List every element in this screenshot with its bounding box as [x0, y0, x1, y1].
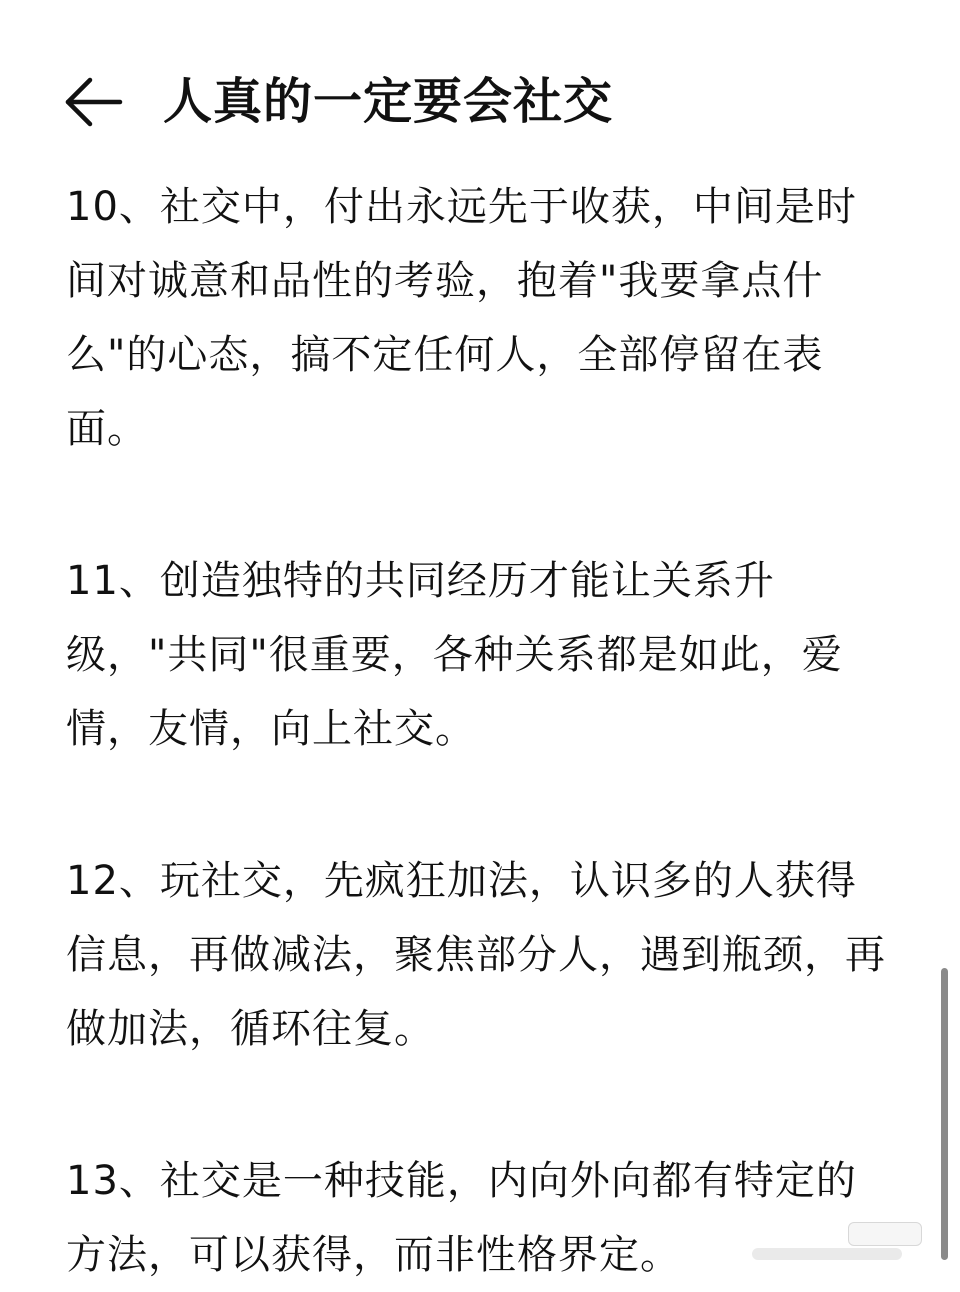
header-bar [0, 62, 960, 142]
scrollbar[interactable] [941, 968, 948, 1260]
paragraph-13: 13、社交是一种技能，内向外向都有特定的方法，可以获得，而非性格界定。 [66, 1158, 857, 1278]
paragraph-11: 11、创造独特的共同经历才能让关系升级，"共同"很重要，各种关系都是如此，爱情，友情，向上社交。 [66, 558, 843, 752]
paragraph-12: 12、玩社交，先疯狂加法，认识多的人获得信息，再做减法，聚焦部分人，遇到瓶颈，再做加法，循环往复。 [66, 858, 886, 1052]
back-button[interactable] [62, 72, 126, 132]
article-body [66, 170, 896, 1292]
page-title: 人真的一定要会社交 [163, 73, 614, 130]
watermark-text [752, 1248, 902, 1260]
paragraph-10: 10、社交中，付出永远先于收获，中间是时间对诚意和品性的考验，抱着"我要拿点什么"的心态，搞不定任何人，全部停留在表面。 [66, 184, 857, 452]
watermark-logo [848, 1222, 922, 1246]
arrow-left-icon [62, 72, 126, 132]
